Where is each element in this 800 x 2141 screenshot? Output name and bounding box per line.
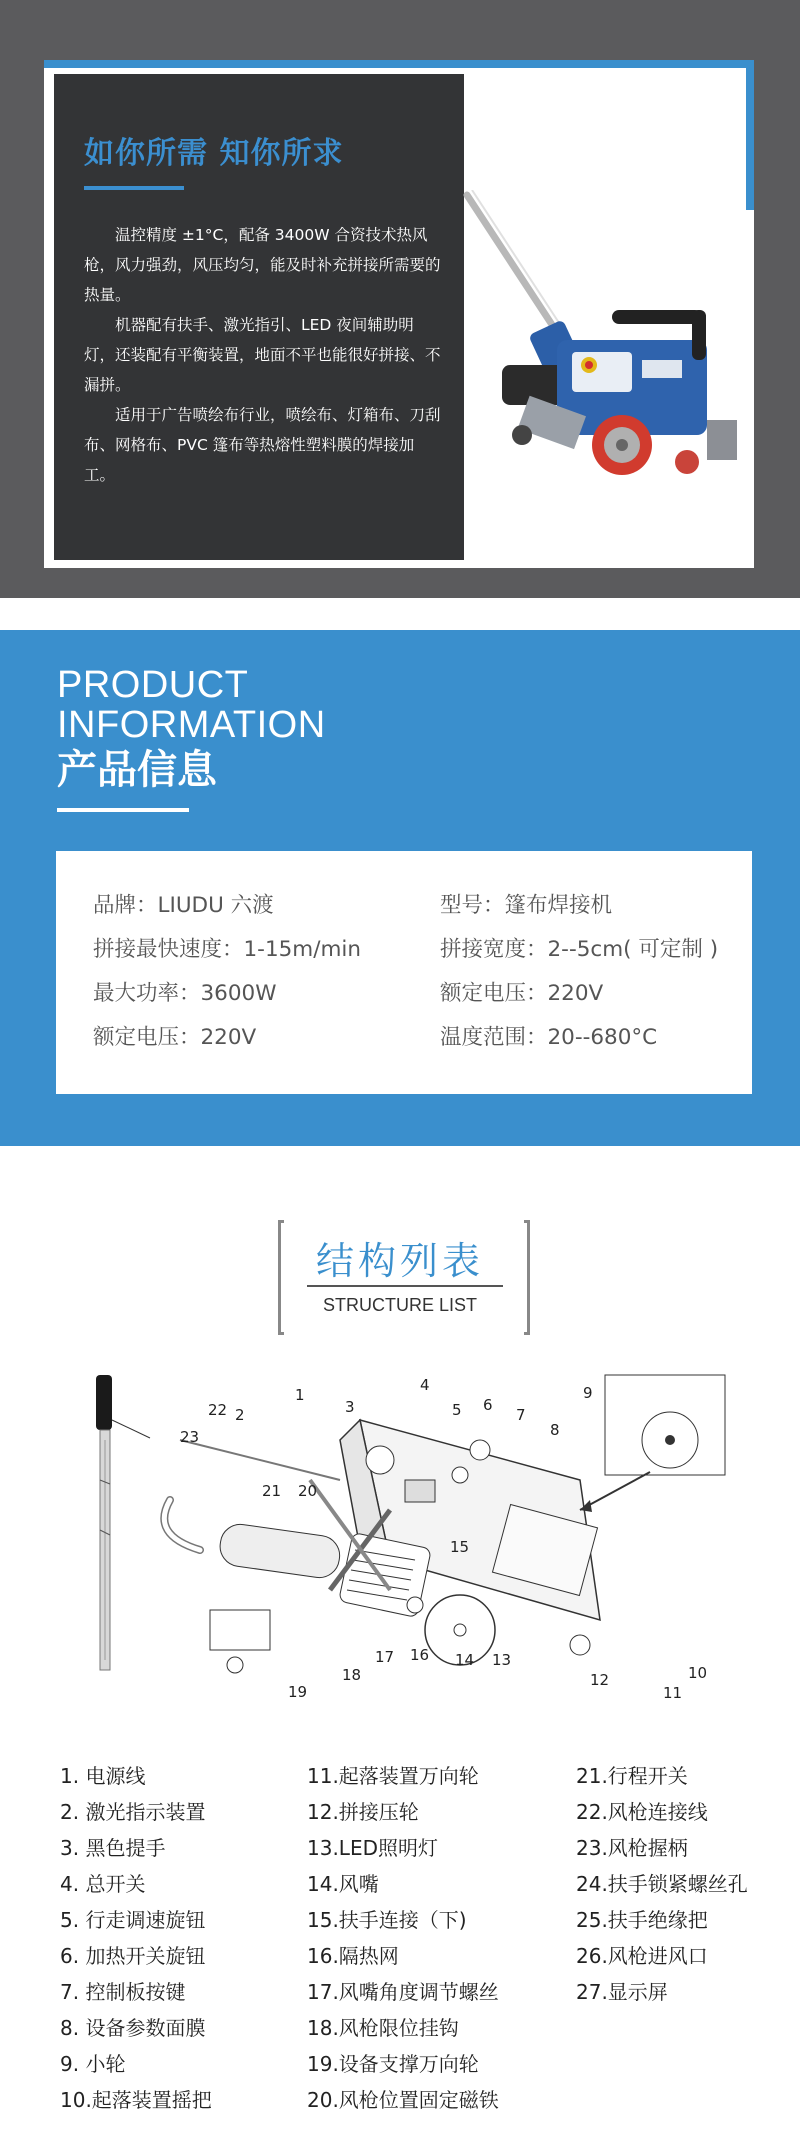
part-item: 15.扶手连接（下) bbox=[307, 1908, 467, 1932]
hero-paragraph-3: 适用于广告喷绘布行业，喷绘布、灯箱布、刀刮布、网格布、PVC 篷布等热熔性塑料膜的焊接加工。 bbox=[84, 406, 441, 484]
part-item: 6. 加热开关旋钮 bbox=[60, 1944, 206, 1968]
hero-accent-bar-top bbox=[44, 60, 754, 68]
frame-gap-bottom bbox=[284, 1330, 524, 1338]
callout-7: 7 bbox=[516, 1406, 526, 1424]
callout-2: 2 bbox=[235, 1406, 245, 1424]
welding-machine-image bbox=[462, 190, 752, 510]
callout-13: 13 bbox=[492, 1651, 512, 1669]
part-item: 20.风枪位置固定磁铁 bbox=[307, 2088, 499, 2112]
structure-title-en: STRUCTURE LIST bbox=[322, 1295, 477, 1315]
callout-11: 11 bbox=[663, 1684, 683, 1700]
callout-17: 17 bbox=[375, 1648, 395, 1666]
part-item: 4. 总开关 bbox=[60, 1872, 146, 1896]
spec-temperature: 温度范围：20--680°C bbox=[440, 1025, 658, 1050]
spec-speed: 拼接最快速度：1-15m/min bbox=[93, 937, 362, 962]
part-item: 11.起落装置万向轮 bbox=[307, 1764, 479, 1788]
part-item: 8. 设备参数面膜 bbox=[60, 2016, 206, 2040]
hero-paragraph-2: 机器配有扶手、激光指引、LED 夜间辅助明灯，还装配有平衡装置，地面不平也能很好拼接、不漏拼。 bbox=[84, 316, 441, 394]
part-item: 22.风枪连接线 bbox=[576, 1800, 708, 1824]
part-item: 23.风枪握柄 bbox=[576, 1836, 688, 1860]
callout-5: 5 bbox=[452, 1401, 462, 1419]
parts-list-col-2 bbox=[307, 1758, 499, 2118]
parts-list-col-3 bbox=[576, 1758, 748, 2010]
part-item: 10.起落装置摇把 bbox=[60, 2088, 212, 2112]
callout-6: 6 bbox=[483, 1396, 493, 1414]
callout-15: 15 bbox=[450, 1538, 470, 1556]
callout-9: 9 bbox=[583, 1384, 593, 1402]
part-item: 3. 黑色提手 bbox=[60, 1836, 166, 1860]
part-item: 17.风嘴角度调节螺丝 bbox=[307, 1980, 499, 2004]
title-en-line-1: PRODUCT bbox=[57, 664, 249, 706]
title-en-line-2: INFORMATION bbox=[57, 704, 326, 746]
part-item: 19.设备支撑万向轮 bbox=[307, 2052, 479, 2076]
callout-21: 21 bbox=[262, 1482, 282, 1500]
spec-voltage-2: 额定电压：220V bbox=[93, 1025, 257, 1050]
callout-20: 20 bbox=[298, 1482, 318, 1500]
callout-16: 16 bbox=[410, 1646, 430, 1664]
product-info-underline bbox=[57, 808, 189, 812]
part-item: 14.风嘴 bbox=[307, 1872, 379, 1896]
part-item: 5. 行走调速旋钮 bbox=[60, 1908, 206, 1932]
part-item: 24.扶手锁紧螺丝孔 bbox=[576, 1872, 748, 1896]
structure-title-cn: 结构列表 bbox=[315, 1239, 484, 1283]
callout-10: 10 bbox=[688, 1664, 708, 1682]
hero-accent-bar-right bbox=[746, 68, 754, 210]
product-info-title-en bbox=[57, 665, 326, 745]
spec-width: 拼接宽度：2--5cm( 可定制 ) bbox=[440, 937, 719, 962]
product-info-title-cn: 产品信息 bbox=[57, 747, 217, 793]
callout-3: 3 bbox=[345, 1398, 355, 1416]
structure-title-divider bbox=[307, 1285, 503, 1287]
part-item: 2. 激光指示装置 bbox=[60, 1800, 206, 1824]
part-item: 9. 小轮 bbox=[60, 2052, 126, 2076]
part-item: 13.LED照明灯 bbox=[307, 1836, 438, 1860]
part-item: 1. 电源线 bbox=[60, 1764, 146, 1788]
callout-4: 4 bbox=[420, 1376, 430, 1394]
part-item: 21.行程开关 bbox=[576, 1764, 688, 1788]
hero-description bbox=[84, 220, 444, 490]
callout-23: 23 bbox=[180, 1428, 200, 1446]
part-item: 25.扶手绝缘把 bbox=[576, 1908, 708, 1932]
callout-1: 1 bbox=[295, 1386, 305, 1404]
callout-22: 22 bbox=[208, 1401, 228, 1419]
parts-list-col-1 bbox=[60, 1758, 212, 2118]
frame-gap-top bbox=[284, 1218, 524, 1226]
part-item: 27.显示屏 bbox=[576, 1980, 668, 2004]
part-item: 16.隔热网 bbox=[307, 1944, 399, 1968]
part-item: 12.拼接压轮 bbox=[307, 1800, 419, 1824]
callout-8: 8 bbox=[550, 1421, 560, 1439]
spec-voltage: 额定电压：220V bbox=[440, 981, 604, 1006]
hero-paragraph-1: 温控精度 ±1°C，配备 3400W 合资技术热风枪，风力强劲，风压均匀，能及时补充拼接所需要的热量。 bbox=[84, 226, 441, 304]
spec-model: 型号：篷布焊接机 bbox=[440, 893, 613, 918]
spec-power: 最大功率：3600W bbox=[93, 981, 277, 1006]
hero-title: 如你所需 知你所求 bbox=[84, 136, 344, 171]
part-item: 18.风枪限位挂钩 bbox=[307, 2016, 459, 2040]
callout-14: 14 bbox=[455, 1651, 475, 1669]
hero-title-underline bbox=[84, 186, 184, 190]
structure-diagram bbox=[60, 1360, 740, 1700]
part-item: 7. 控制板按键 bbox=[60, 1980, 186, 2004]
part-item: 26.风枪进风口 bbox=[576, 1944, 708, 1968]
callout-12: 12 bbox=[590, 1671, 610, 1689]
callout-19: 19 bbox=[288, 1683, 308, 1700]
callout-18: 18 bbox=[342, 1666, 362, 1684]
spec-brand: 品牌：LIUDU 六渡 bbox=[93, 893, 274, 918]
